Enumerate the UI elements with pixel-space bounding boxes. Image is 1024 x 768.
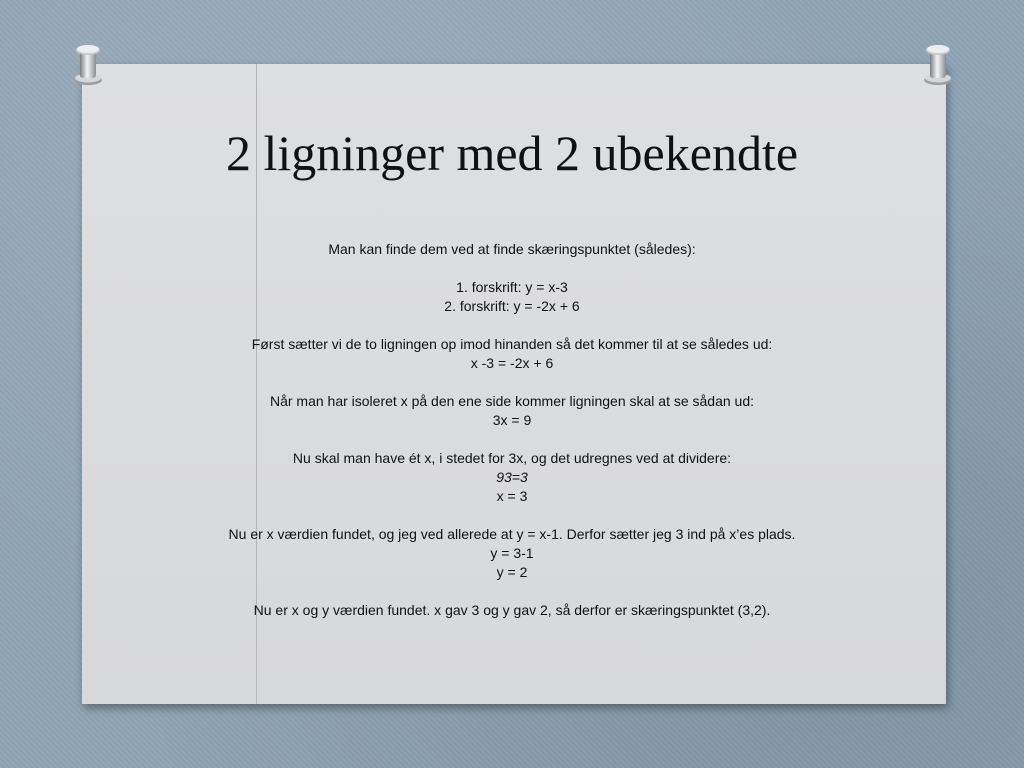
body-text-line: Først sætter vi de to ligningen op imod hinanden så det kommer til at se således ud: [251,336,773,352]
slide-body [96,240,928,620]
body-text-line: y = 3-1 [490,545,534,561]
slide-title: 2 ligninger med 2 ubekendte [225,125,799,181]
body-text-line: x -3 = -2x + 6 [470,355,554,371]
blank-line [96,430,928,449]
push-pin-icon [70,40,106,86]
body-text-line: 93=3 [496,469,528,485]
body-text-line: 1. forskrift: y = x-3 [456,279,568,295]
body-text-line: y = 2 [496,564,528,580]
body-text-line: Nu er x værdien fundet, og jeg ved allerede at y = x-1. Derfor sætter jeg 3 ind på x’es plads. [228,526,796,542]
body-text-line: Man kan finde dem ved at finde skæringspunktet (således): [328,241,696,257]
blank-line [96,373,928,392]
body-text-line: Nu er x og y værdien fundet. x gav 3 og y gav 2, så derfor er skæringspunktet (3,2). [253,602,771,618]
body-text-line: Nu skal man have ét x, i stedet for 3x, og det udregnes ved at dividere: [292,450,732,466]
body-text-line: Når man har isoleret x på den ene side kommer ligningen skal at se sådan ud: [269,393,755,409]
blank-line [96,506,928,525]
push-pin-icon [920,40,956,86]
body-text-line: 2. forskrift: y = -2x + 6 [444,298,580,314]
blank-line [96,259,928,278]
body-text-line: 3x = 9 [492,412,532,428]
blank-line [96,582,928,601]
body-text-line: x = 3 [496,488,528,504]
blank-line [96,316,928,335]
